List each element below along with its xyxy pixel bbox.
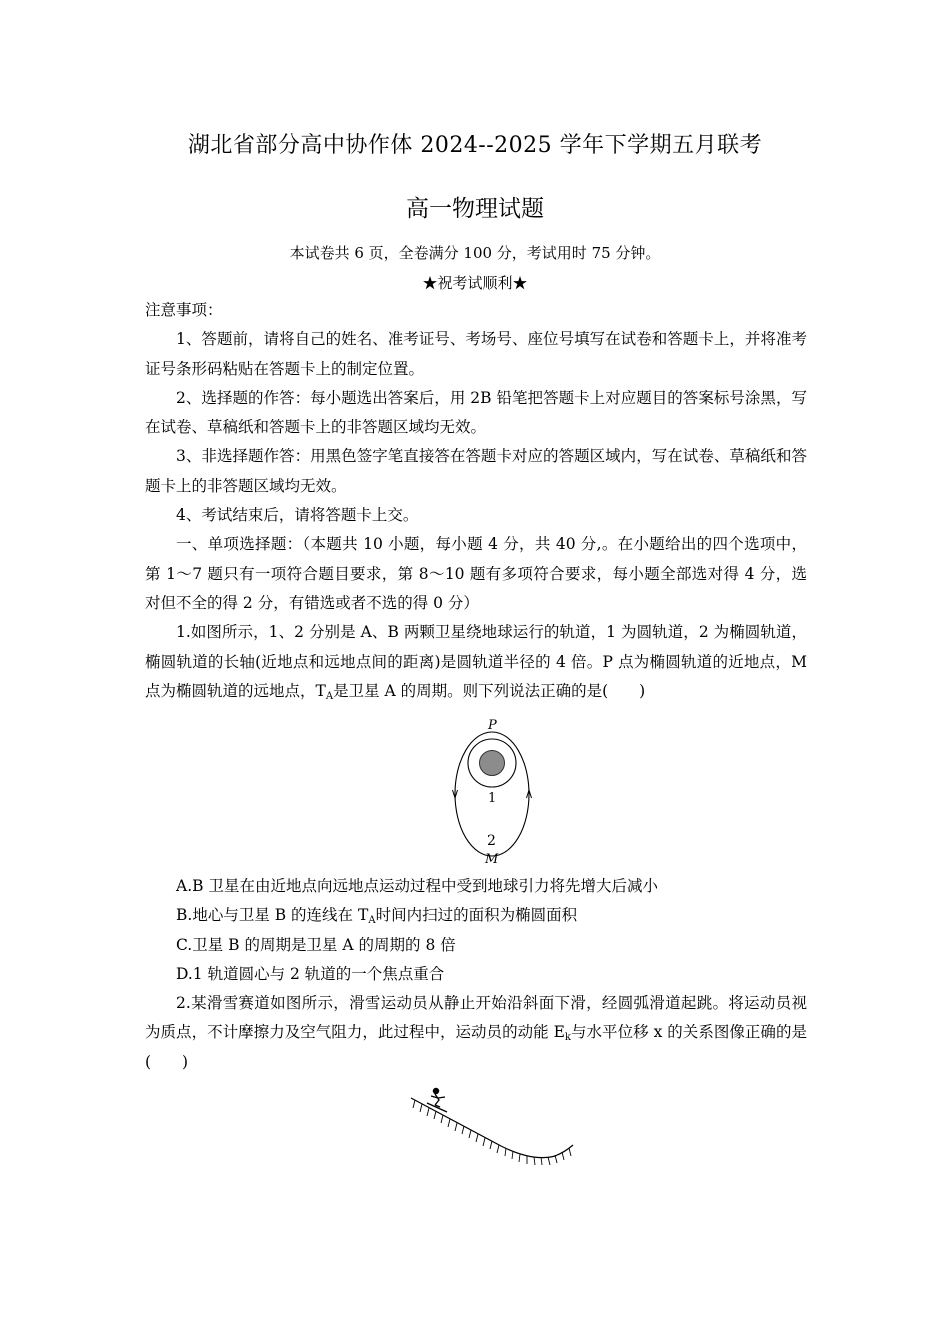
- note-item-4: 4、考试结束后，请将答题卡上交。: [176, 506, 419, 525]
- label-orbit-2: 2: [487, 833, 496, 849]
- label-M: M: [485, 852, 499, 866]
- exam-subtitle: 高一物理试题: [406, 196, 544, 222]
- note-item-1: 1、答题前，请将自己的姓名、准考证号、考场号、座位号填写在试卷和答题卡上，并将准考证号条形码粘贴在答题卡上的制定位置。: [145, 330, 807, 378]
- earth: [480, 751, 505, 776]
- q1-options: [145, 872, 807, 1077]
- q1-option-c: C.卫星 B 的周期是卫星 A 的周期的 8 倍: [176, 935, 456, 954]
- ski-track-figure: [405, 1086, 580, 1176]
- exam-info: 本试卷共 6 页，全卷满分 100 分，考试用时 75 分钟。: [289, 244, 661, 262]
- notes-heading: 注意事项：: [145, 301, 223, 319]
- note-item-3: 3、非选择题作答：用黑色签字笔直接答在答题卡对应的答题区域内，写在试卷、草稿纸和答题卡上的非答题区域均无效。: [145, 447, 807, 495]
- q1-option-a: A.B 卫星在由近地点向远地点运动过程中受到地球引力将先增大后减小: [176, 877, 658, 895]
- note-item-2: 2、选择题的作答：每小题选出答案后，用 2B 铅笔把答题卡上对应题目的答案标号涂黑，写在试卷、草稿纸和答题卡上的非答题区域均无效。: [145, 388, 807, 437]
- section1-intro: 一、单项选择题：（本题共 10 小题，每小题 4 分，共 40 分,。在小题给出的四个选项中，第 1～7 题只有一项符合题目要求，第 8～10 题有多项符合要求，每小题全部选对得 4 分，选对但不全的得 2 分，有错选或者不选的得 0 分）: [145, 535, 807, 612]
- blessing-line: ★祝考试顺利★: [422, 274, 528, 292]
- label-orbit-1: 1: [488, 791, 497, 806]
- q1-stem: 1.如图所示，1、2 分别是 A、B 两颗卫星绕地球运行的轨道，1 为圆轨道，2 为椭圆轨道，椭圆轨道的长轴(近地点和远地点间的距离)是圆轨道半径的 4 倍。P 点为椭圆轨道的近地点，M 点为椭圆轨道的远地点，$T_A$是卫星 A 的周期。则下列说法正确的是( ): [145, 623, 807, 702]
- label-P: P: [488, 718, 497, 733]
- exam-title: 湖北省部分高中协作体 2024--2025 学年下学期五月联考: [187, 133, 763, 158]
- ski-slope-hatching: [413, 1100, 571, 1165]
- notes-section: [145, 296, 807, 706]
- q1-option-d: D.1 轨道圆心与 2 轨道的一个焦点重合: [176, 964, 445, 983]
- orbit-figure: [446, 716, 546, 866]
- q2-stem: 2.某滑雪赛道如图所示，滑雪运动员从静止开始沿斜面下滑，经圆弧滑道起跳。将运动员视为质点，不计摩擦力及空气阻力，此过程中，运动员的动能 $E_k$与水平位移 x 的关系图像正确的是( ): [145, 994, 807, 1071]
- q1-option-b: B.地心与卫星 B 的连线在 $T_A$时间内扫过的面积为椭圆面积: [176, 906, 578, 927]
